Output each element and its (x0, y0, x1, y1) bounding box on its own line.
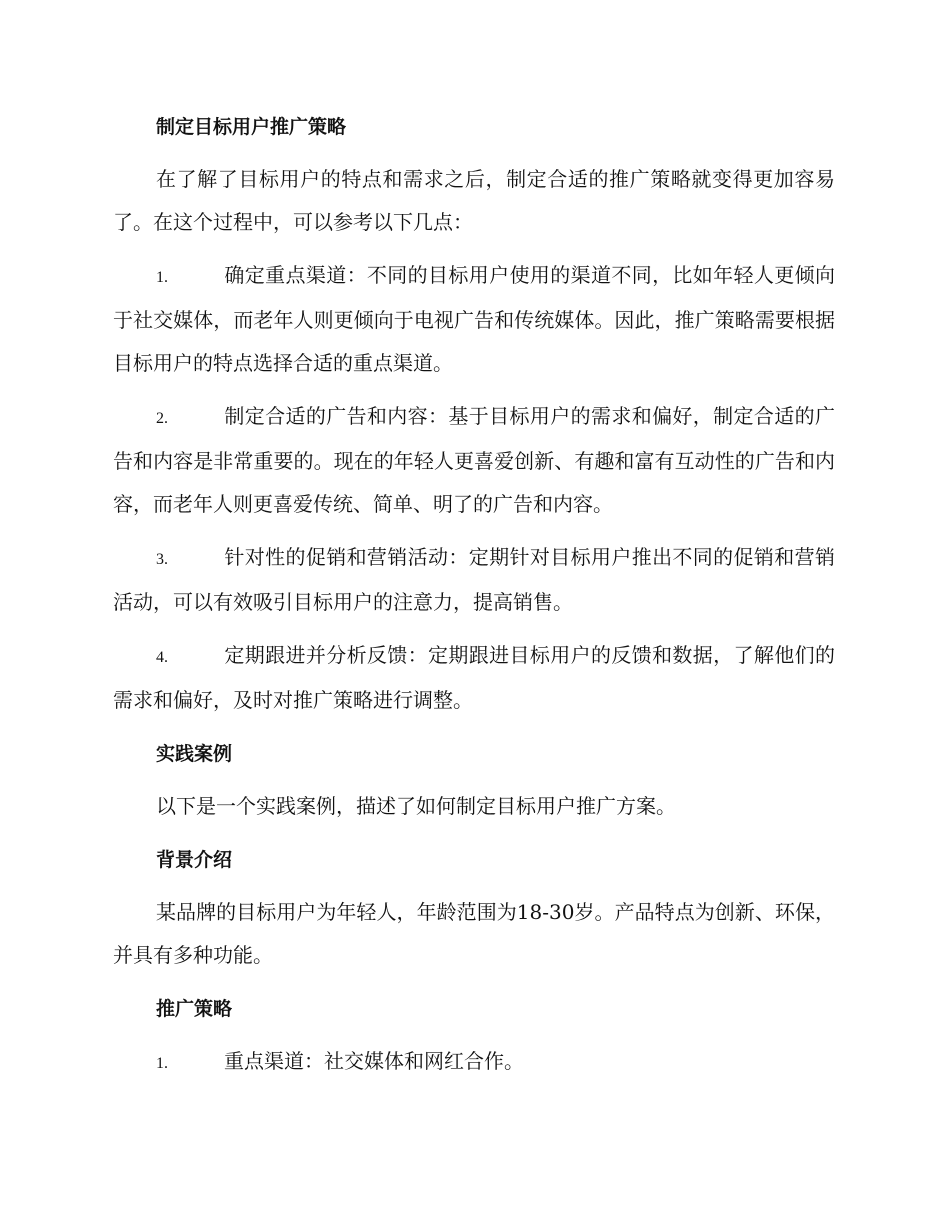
list-item-text: 定期跟进并分析反馈：定期跟进目标用户的反馈和数据，了解他们的需求和偏好，及时对推广策略进行调整。 (113, 643, 835, 712)
list-item-text: 重点渠道：社交媒体和网红合作。 (224, 1049, 524, 1073)
list-item-text: 确定重点渠道：不同的目标用户使用的渠道不同，比如年轻人更倾向于社交媒体，而老年人则更倾向于电视广告和传统媒体。因此，推广策略需要根据目标用户的特点选择合适的重点渠道。 (113, 263, 835, 375)
section-heading-promotion: 推广策略 (156, 998, 233, 1020)
list-item (113, 395, 835, 526)
list-item-text: 针对性的促销和营销活动：定期针对目标用户推出不同的促销和营销活动，可以有效吸引目标用户的注意力，提高销售。 (113, 545, 835, 614)
section-heading-background: 背景介绍 (156, 849, 233, 871)
section-heading-case-study: 实践案例 (156, 743, 233, 765)
paragraph-background: 某品牌的目标用户为年轻人，年龄范围为18-30岁。产品特点为创新、环保，并具有多种功能。 (113, 900, 835, 967)
list-item-text: 制定合适的广告和内容：基于目标用户的需求和偏好，制定合适的广告和内容是非常重要的。现在的年轻人更喜爱创新、有趣和富有互动性的广告和内容，而老年人则更喜爱传统、简单、明了的广告和内容。 (113, 404, 835, 516)
paragraph-strategy-intro: 在了解了目标用户的特点和需求之后，制定合适的推广策略就变得更加容易了。在这个过程中，可以参考以下几点： (113, 167, 835, 234)
list-number: 1. (156, 1055, 168, 1072)
paragraph-case-intro: 以下是一个实践案例，描述了如何制定目标用户推广方案。 (156, 794, 676, 818)
section-heading-strategy: 制定目标用户推广策略 (156, 116, 347, 138)
list-item (113, 634, 835, 722)
list-item (113, 254, 835, 385)
list-item (113, 1040, 835, 1085)
list-number: 1. (156, 269, 168, 286)
document-page (113, 105, 835, 1095)
list-number: 2. (156, 410, 168, 427)
list-item (113, 536, 835, 624)
list-number: 4. (156, 649, 168, 666)
list-number: 3. (156, 551, 168, 568)
